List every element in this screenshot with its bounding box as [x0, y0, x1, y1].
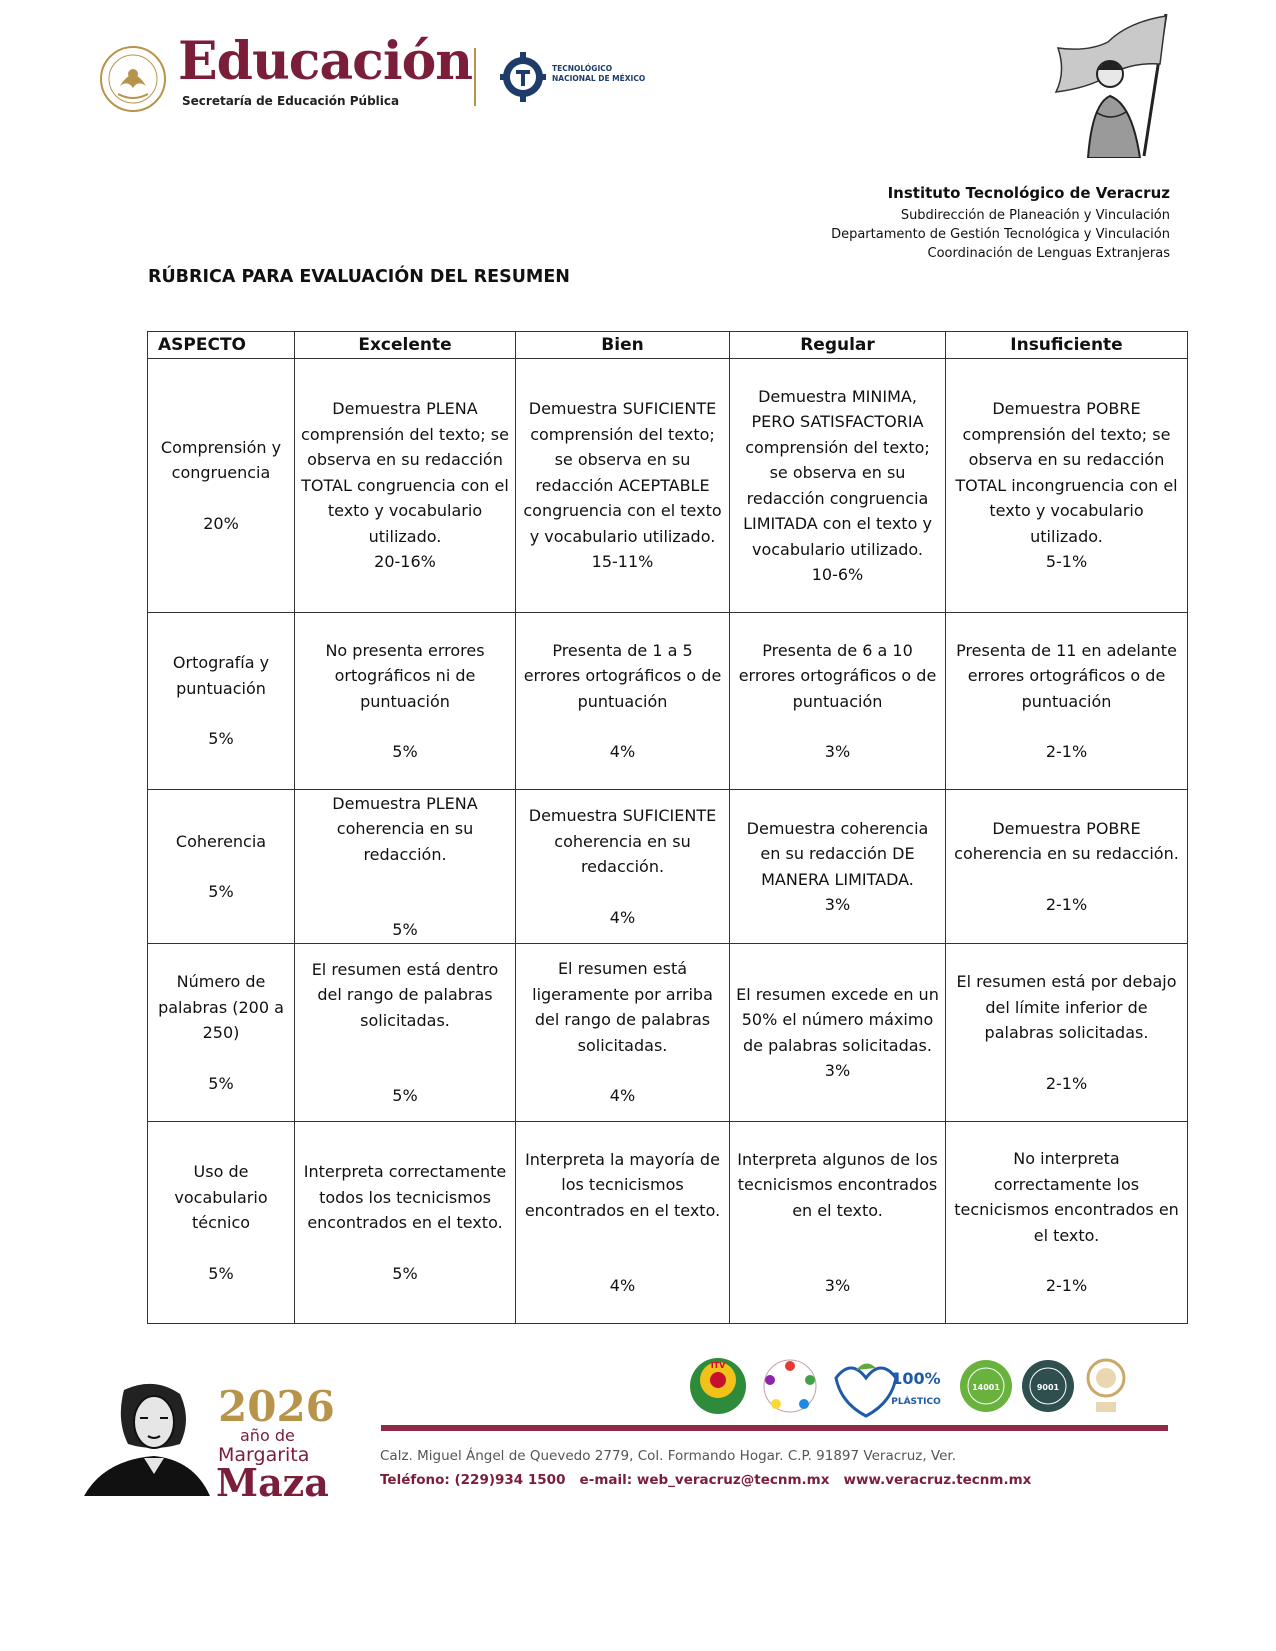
criterion-text: Interpreta correctamente todos los tecnicismos encontrados en el texto.: [303, 1162, 507, 1232]
tecnm-gear-logo: [500, 46, 546, 108]
criterion-cell: [730, 359, 946, 613]
criterion-score: 5-1%: [1045, 552, 1088, 572]
criterion-cell: [946, 613, 1188, 790]
criterion-score: 3%: [824, 1276, 851, 1295]
institution-line: Departamento de Gestión Tecnológica y Vinculación: [831, 227, 1170, 242]
criterion-cell: [730, 1122, 946, 1324]
criterion-cell: [946, 790, 1188, 944]
institution-line: Subdirección de Planeación y Vinculación: [900, 208, 1170, 223]
criterion-text: El resumen está por debajo del límite inferior de palabras solicitadas.: [956, 972, 1177, 1042]
aspect-weight: 20%: [203, 513, 239, 533]
column-header-bien: Bien: [516, 332, 730, 359]
svg-text:14001: 14001: [972, 1383, 1000, 1392]
table-row: [148, 790, 1188, 944]
criterion-text: Demuestra coherencia en su redacción DE MANERA LIMITADA.: [746, 818, 929, 889]
iso-9001-logo: [1022, 1360, 1074, 1412]
criterion-text: Demuestra MINIMA, PERO SATISFACTORIA comprensión del texto; se observa en su redacción congruencia LIMITADA con el texto y vocabulario utilizado.: [743, 386, 932, 559]
rubric-table: [147, 331, 1188, 1324]
aspect-label: Uso de vocabulario técnico: [174, 1162, 268, 1232]
quality-seal-logo: [1088, 1360, 1124, 1412]
aspect-cell: [148, 944, 295, 1122]
criterion-score: 3%: [824, 895, 851, 914]
criterion-score: 5%: [392, 742, 418, 761]
institution-block: [831, 184, 1170, 263]
aspect-label: Número de palabras (200 a 250): [158, 972, 284, 1042]
table-row: [148, 613, 1188, 790]
svg-text:ITV: ITV: [710, 1361, 726, 1370]
criterion-text: Interpreta algunos de los tecnicismos encontrados en el texto.: [737, 1149, 938, 1220]
criterion-text: Presenta de 6 a 10 errores ortográficos o de puntuación: [738, 640, 937, 711]
year-name-first: Margarita: [218, 1444, 310, 1466]
year-subtitle: año de: [240, 1426, 295, 1445]
iso-14001-logo: [960, 1360, 1012, 1412]
table-row: [148, 944, 1188, 1122]
aspect-cell: [148, 359, 295, 613]
criterion-score: 5%: [392, 1263, 418, 1283]
aspect-cell: [148, 1122, 295, 1324]
heroine-flag-illustration: [1048, 12, 1182, 158]
criterion-cell: [730, 613, 946, 790]
criterion-cell: [516, 359, 730, 613]
criterion-score: 5%: [392, 1086, 418, 1105]
criterion-score: 10-6%: [811, 565, 864, 584]
tecnm-line2: NACIONAL DE MÉXICO: [552, 74, 646, 83]
criterion-text: Demuestra PLENA coherencia en su redacción.: [332, 793, 478, 864]
criterion-cell: [946, 359, 1188, 613]
criterion-score: 15-11%: [591, 552, 654, 572]
document-title: RÚBRICA PARA EVALUACIÓN DEL RESUMEN: [148, 267, 570, 287]
aspect-label: Coherencia: [175, 831, 267, 851]
criterion-score: 4%: [609, 1276, 636, 1295]
criterion-cell: [516, 1122, 730, 1324]
aspect-weight: 5%: [208, 729, 234, 749]
equity-logo: [764, 1360, 816, 1412]
criterion-text: Presenta de 11 en adelante errores ortográficos o de puntuación: [956, 640, 1177, 711]
criterion-text: Demuestra POBRE comprensión del texto; se observa en su redacción TOTAL incongruencia con el texto y vocabulario utilizado.: [955, 399, 1178, 546]
column-header-regular: Regular: [730, 332, 946, 359]
aspect-weight: 5%: [208, 882, 234, 901]
criterion-score: 5%: [392, 920, 418, 939]
margarita-maza-portrait: [84, 1380, 214, 1496]
column-header-aspecto: ASPECTO: [148, 332, 295, 359]
column-header-excelente: Excelente: [295, 332, 516, 359]
criterion-cell: [946, 1122, 1188, 1324]
table-header-row: [148, 332, 1188, 359]
criterion-cell: [730, 790, 946, 944]
criterion-score: 3%: [824, 742, 851, 761]
criterion-score: 4%: [609, 1086, 636, 1106]
criterion-score: 2-1%: [1045, 742, 1088, 761]
institution-name: Instituto Tecnológico de Veracruz: [887, 184, 1170, 202]
criterion-score: 2-1%: [1045, 1276, 1088, 1296]
criterion-text: Interpreta la mayoría de los tecnicismos encontrados en el texto.: [524, 1149, 721, 1220]
tecnm-line1: TECNOLÓGICO: [552, 64, 613, 73]
criterion-score: 2-1%: [1045, 1073, 1088, 1093]
footer-rule: [381, 1425, 1168, 1431]
criterion-score: 4%: [609, 907, 636, 927]
criterion-cell: [946, 944, 1188, 1122]
criterion-text: El resumen está ligeramente por arriba del rango de palabras solicitadas.: [532, 959, 713, 1055]
criterion-cell: [516, 944, 730, 1122]
year-name-last: Maza: [216, 1460, 329, 1505]
column-header-insuficiente: Insuficiente: [946, 332, 1188, 359]
criterion-text: No interpreta correctamente los tecnicismos encontrados en el texto.: [954, 1149, 1179, 1245]
header-divider: [474, 48, 476, 106]
svg-text:100%: 100%: [891, 1369, 941, 1388]
criterion-score: 2-1%: [1045, 894, 1088, 914]
aspect-label: Comprensión y congruencia: [160, 437, 282, 483]
brand-title: Educación: [178, 31, 473, 92]
aspect-weight: 5%: [208, 1073, 234, 1093]
aspect-label: Ortografía y puntuación: [172, 653, 270, 698]
table-row: [148, 359, 1188, 613]
itv-logo: [690, 1358, 746, 1414]
aspect-cell: [148, 613, 295, 790]
plastic-free-logo: [836, 1363, 941, 1416]
table-row: [148, 1122, 1188, 1324]
criterion-cell: [295, 944, 516, 1122]
criterion-score: 20-16%: [374, 552, 436, 572]
criterion-cell: [295, 1122, 516, 1324]
svg-text:PLÁSTICO: PLÁSTICO: [891, 1397, 941, 1407]
criterion-score: 3%: [824, 1061, 851, 1080]
year-2026: 2026: [218, 1382, 335, 1431]
criterion-cell: [516, 790, 730, 944]
criterion-cell: [516, 613, 730, 790]
tecnm-text: [552, 64, 645, 84]
criterion-text: Demuestra POBRE coherencia en su redacción.: [954, 818, 1179, 864]
criterion-text: Demuestra SUFICIENTE coherencia en su redacción.: [528, 806, 717, 876]
criterion-text: No presenta errores ortográficos ni de puntuación: [325, 640, 485, 711]
certification-logos: [686, 1348, 1126, 1424]
criterion-text: Demuestra PLENA comprensión del texto; se observa en su redacción TOTAL congruencia con el texto y vocabulario utilizado.: [301, 399, 509, 546]
criterion-cell: [295, 790, 516, 944]
sep-seal-logo: [98, 44, 168, 114]
criterion-text: Demuestra SUFICIENTE comprensión del texto; se observa en su redacción ACEPTABLE congruencia con el texto y vocabulario utilizado.: [523, 399, 722, 546]
footer-contact: Teléfono: (229)934 1500 e-mail: web_veracruz@tecnm.mx www.veracruz.tecnm.mx: [380, 1472, 1032, 1488]
footer-address: Calz. Miguel Ángel de Quevedo 2779, Col. Formando Hogar. C.P. 91897 Veracruz, Ver.: [380, 1448, 957, 1464]
aspect-weight: 5%: [208, 1263, 234, 1283]
criterion-cell: [295, 613, 516, 790]
institution-line: Coordinación de Lenguas Extranjeras: [927, 246, 1170, 261]
criterion-text: El resumen está dentro del rango de palabras solicitadas.: [311, 959, 499, 1030]
criterion-text: Presenta de 1 a 5 errores ortográficos o de puntuación: [523, 640, 722, 711]
criterion-text: El resumen excede en un 50% el número máximo de palabras solicitadas.: [736, 984, 939, 1055]
brand-subtitle: Secretaría de Educación Pública: [182, 94, 400, 108]
svg-text:9001: 9001: [1036, 1383, 1060, 1392]
criterion-cell: [730, 944, 946, 1122]
aspect-cell: [148, 790, 295, 944]
criterion-score: 4%: [609, 742, 636, 761]
criterion-cell: [295, 359, 516, 613]
